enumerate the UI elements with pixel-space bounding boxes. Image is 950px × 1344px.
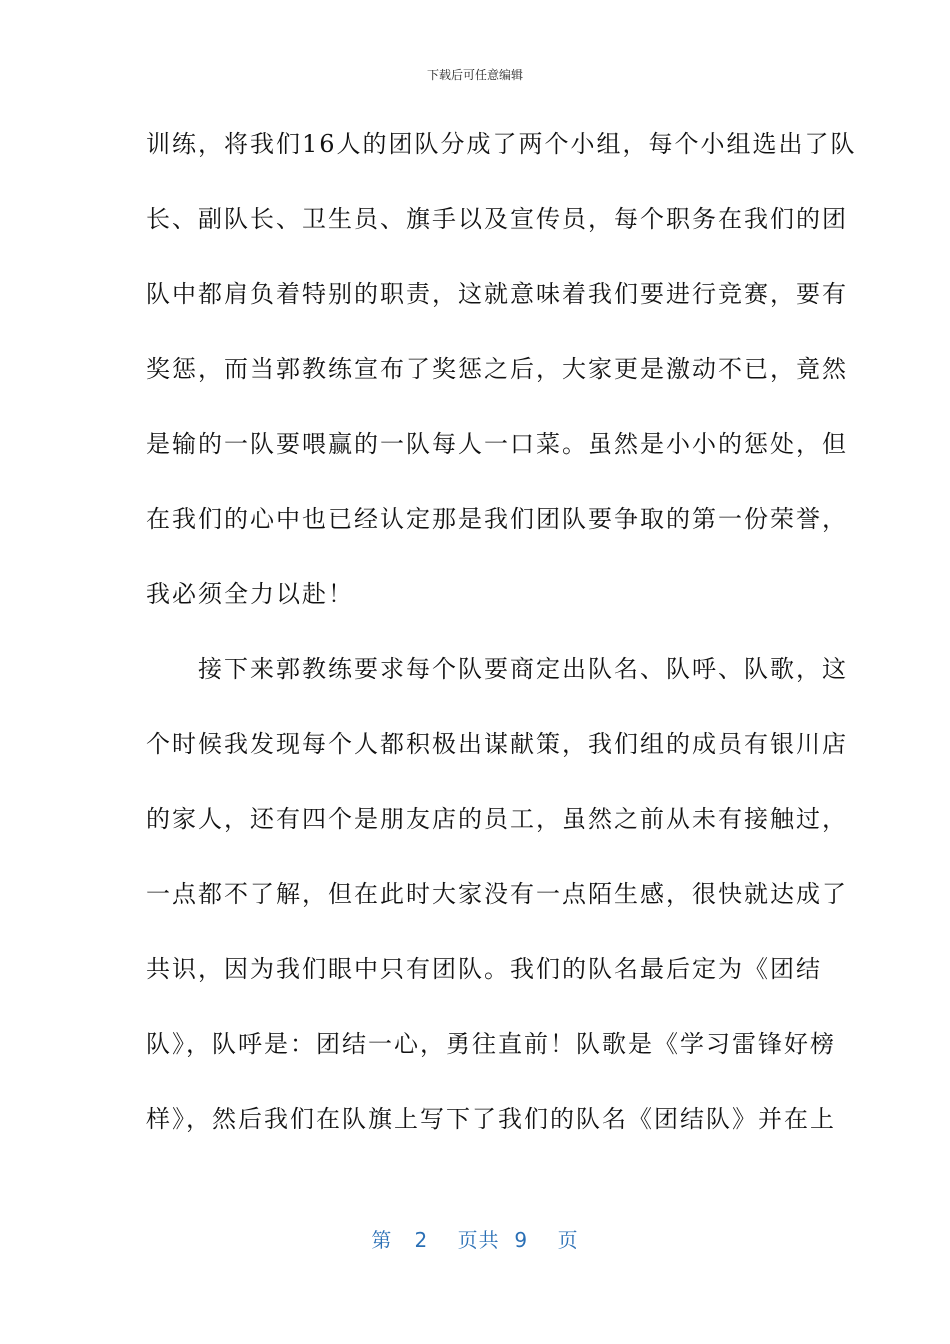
text-line: 一点都不了解，但在此时大家没有一点陌生感，很快就达成了 <box>146 880 848 908</box>
total-page-number: 9 <box>514 1228 529 1252</box>
text-line: 接下来郭教练要求每个队要商定出队名、队呼、队歌，这 <box>146 655 848 683</box>
footer-suffix: 页 <box>557 1228 579 1252</box>
text-line: 是输的一队要喂赢的一队每人一口菜。虽然是小小的惩处，但 <box>146 430 848 458</box>
text-line: 训练，将我们16人的团队分成了两个小组，每个小组选出了队 <box>146 130 857 158</box>
text-line: 我必须全力以赴！ <box>146 580 354 608</box>
text-line: 个时候我发现每个人都积极出谋献策，我们组的成员有银川店 <box>146 730 848 758</box>
text-line: 长、副队长、卫生员、旗手以及宣传员，每个职务在我们的团 <box>146 205 848 233</box>
footer-prefix: 第 <box>371 1228 393 1252</box>
text-line: 在我们的心中也已经认定那是我们团队要争取的第一份荣誉， <box>146 505 848 533</box>
text-line: 的家人，还有四个是朋友店的员工，虽然之前从未有接触过， <box>146 805 848 833</box>
page-footer <box>0 1224 950 1253</box>
footer-middle: 页共 <box>457 1228 500 1252</box>
document-body <box>146 122 857 1172</box>
text-line: 队中都肩负着特别的职责，这就意味着我们要进行竞赛，要有 <box>146 280 848 308</box>
text-line: 奖惩，而当郭教练宣布了奖惩之后，大家更是激动不已，竟然 <box>146 355 848 383</box>
page-header: 下载后可任意编辑 <box>426 68 523 82</box>
text-line: 样》，然后我们在队旗上写下了我们的队名《团结队》并在上 <box>146 1105 836 1133</box>
current-page-number: 2 <box>414 1228 429 1252</box>
text-line: 共识，因为我们眼中只有团队。我们的队名最后定为《团结 <box>146 955 822 983</box>
text-line: 队》，队呼是：团结一心，勇往直前！队歌是《学习雷锋好榜 <box>146 1030 836 1058</box>
